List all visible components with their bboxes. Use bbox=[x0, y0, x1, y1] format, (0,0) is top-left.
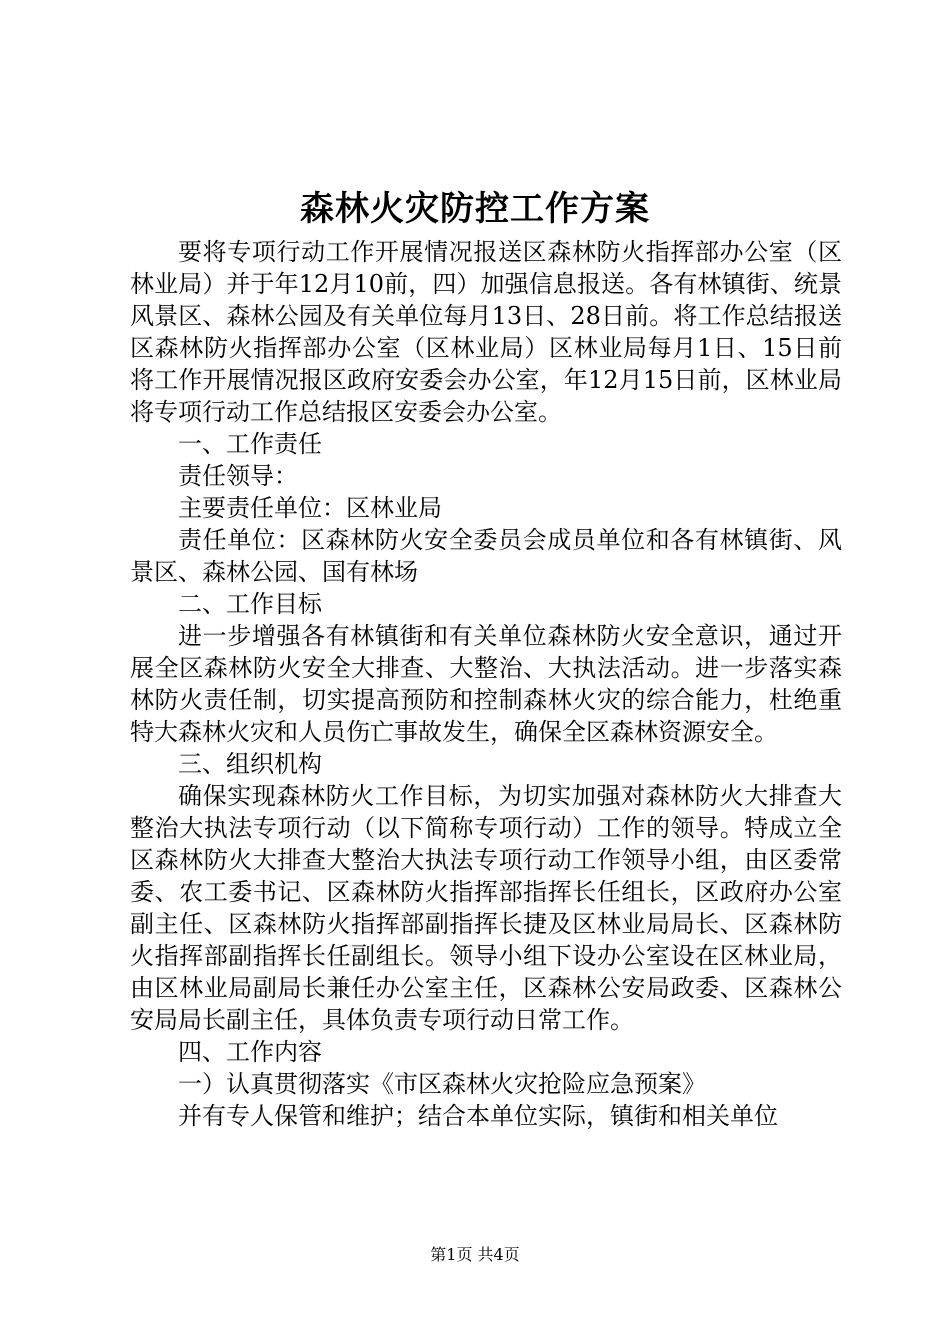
section-heading: 四、工作内容 bbox=[178, 1038, 322, 1066]
paragraph: 确保实现森林防火工作目标，为切实加强对森林防火大排查大整治大执法专项行动（以下简称专项行动）工作的领导。特成立全区森林防火大排查大整治大执法专项行动工作领导小组，由区委常委、农工委书记、区森林防火指挥部指挥长任组长，区政府办公室副主任、区森林防火指挥部副指挥长捷及区林业局局长、区森林防火指挥部副指挥长任副组长。领导小组下设办公室设在区林业局，由区林业局副局长兼任办公室主任，区森林公安局政委、区森林公安局局长副主任，具体负责专项行动日常工作。 bbox=[130, 782, 842, 1034]
section-heading: 一、工作责任 bbox=[178, 430, 322, 458]
paragraph: 主要责任单位：区林业局 bbox=[178, 494, 442, 522]
paragraph: 要将专项行动工作开展情况报送区森林防火指挥部办公室（区林业局）并于年12月10前，四）加强信息报送。各有林镇街、统景风景区、森林公园及有关单位每月13日、28日前。将工作总结报送区森林防火指挥部办公室（区林业局）区林业局每月1日、15日前将工作开展情况报区政府安委会办公室，年12月15日前，区林业局将专项行动工作总结报区安委会办公室。 bbox=[130, 238, 842, 426]
section-heading: 三、组织机构 bbox=[178, 750, 322, 778]
page-number-footer: 第1页 共4页 bbox=[430, 1245, 520, 1264]
document-title: 森林火灾防控工作方案 bbox=[300, 189, 650, 229]
document-body bbox=[130, 236, 842, 1132]
paragraph: 责任单位：区森林防火安全委员会成员单位和各有林镇街、风景区、森林公园、国有林场 bbox=[130, 526, 842, 586]
paragraph: 并有专人保管和维护；结合本单位实际，镇街和相关单位 bbox=[178, 1102, 778, 1130]
paragraph: 进一步增强各有林镇街和有关单位森林防火安全意识，通过开展全区森林防火安全大排查、大整治、大执法活动。进一步落实森林防火责任制，切实提高预防和控制森林火灾的综合能力，杜绝重特大森林火灾和人员伤亡事故发生，确保全区森林资源安全。 bbox=[130, 622, 842, 746]
section-heading: 二、工作目标 bbox=[178, 590, 322, 618]
paragraph: 一）认真贯彻落实《市区森林火灾抢险应急预案》 bbox=[178, 1070, 706, 1098]
paragraph: 责任领导： bbox=[178, 462, 298, 490]
